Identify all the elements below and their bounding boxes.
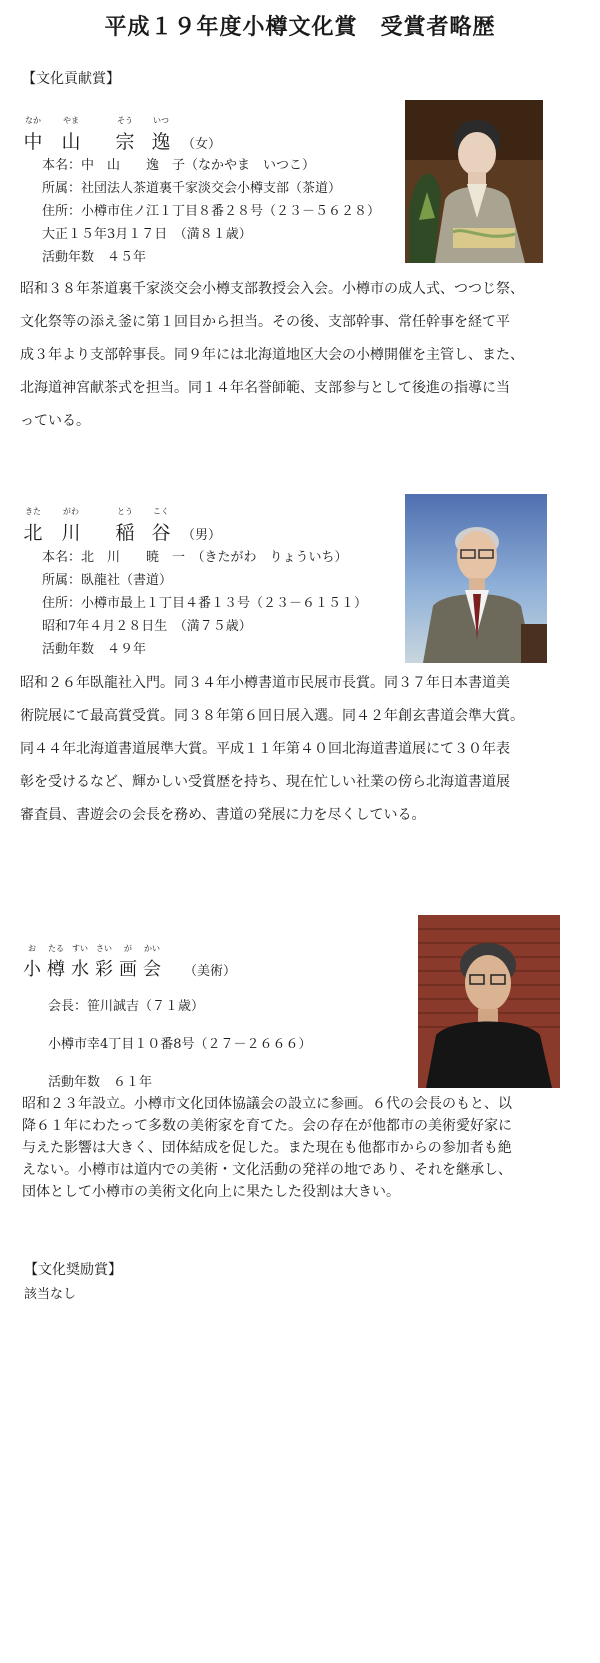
page-title: 平成１９年度小樽文化賞 受賞者略歴 [104,14,496,40]
category-label: （美術） [184,964,237,979]
ruby: お [28,944,36,953]
bio-line: っている。 [20,413,90,429]
ruby: いつ [153,116,169,125]
info-line: 本名：中 山 逸 子（なかやま いつこ） [42,158,316,173]
person1-name [20,116,222,154]
ruby: きた [25,507,41,516]
name-char: 水 [71,959,89,980]
name-char: 会 [143,959,161,980]
name-char: 樽 [47,959,65,980]
person2-photo [405,494,547,663]
name-char: 画 [119,959,137,980]
info-line: 会長：笹川誠吉（７１歳） [48,999,205,1014]
name-char: 彩 [95,959,113,980]
name-char: 北 [23,522,43,544]
person2-name [20,507,222,545]
person2-info [42,546,367,661]
ruby: とう [117,507,133,516]
bio-line: 北海道神宮献茶式を担当。同１４年名誉師範、支部参与として後進の指導に当 [20,380,510,396]
name-char: 川 [61,522,81,544]
ruby: がわ [63,507,79,516]
name-char: 宗 [115,131,135,153]
ruby: さい [96,944,112,953]
name-char: 中 [23,131,43,153]
info-line: 住所：小樽市最上１丁目４番１３号（２３－６１５１） [42,596,368,611]
ruby: そう [117,116,133,125]
bio-line: 降６１年にわたって多数の美術家を育てた。会の存在が他都市の美術愛好家に [22,1118,512,1134]
info-line: 本名：北 川 暁 一 （きたがわ りょういち） [42,550,348,565]
person2-bio [20,667,524,832]
bio-line: 彰を受けるなど、輝かしい受賞歴を持ち、現在忙しい社業の傍ら北海道書道展 [20,774,510,790]
name-char: 小 [23,959,41,980]
bio-line: 審査員、書遊会の会長を務め、書道の発展に力を尽くしている。 [20,807,426,823]
info-line: 所属：社団法人茶道裏千家淡交会小樽支部（茶道） [42,181,342,196]
info-line: 所属：臥龍社（書道） [42,573,173,588]
ruby: すい [72,944,88,953]
gender-label: （男） [182,528,222,543]
ruby: やま [63,116,79,125]
bio-line: 昭和２３年設立。小樽市文化団体協議会の設立に参画。６代の会長のもと、以 [22,1096,512,1112]
ruby: が [124,944,132,953]
gender-label: （女） [182,137,222,152]
group-info [48,988,312,1102]
info-line: 活動年数 ４９年 [42,642,147,657]
ruby: かい [144,944,160,953]
bio-line: 成３年より支部幹事長。同９年には北海道地区大会の小樽開催を主管し、また、 [20,347,524,363]
name-char: 逸 [151,131,171,153]
bio-line: 昭和３８年茶道裏千家淡交会小樽支部教授会入会。小樽市の成人式、つつじ祭、 [20,281,524,297]
encouragement-none-text: 該当なし [24,1287,77,1302]
ruby: なか [25,116,41,125]
info-line: 大正１５年3月１７日 （満８１歳） [42,227,252,242]
section-heading-encouragement: 【文化奨励賞】 [24,1262,122,1278]
bio-line: 与えた影響は大きく、団体結成を促した。また現在も他都市からの参加者も絶 [22,1140,512,1156]
info-line: 活動年数 ６１年 [48,1075,153,1090]
bio-line: 文化祭等の添え釜に第１回目から担当。その後、支部幹事、常任幹事を経て平 [20,314,510,330]
ruby: こく [153,507,169,516]
name-char: 山 [61,131,81,153]
group-name [22,944,237,981]
name-char: 稲 [115,522,135,544]
person1-photo [405,100,543,263]
bio-line: えない。小樽市は道内での美術・文化活動の発祥の地であり、それを継承し、 [22,1162,512,1178]
bio-line: 昭和２６年臥龍社入門。同３４年小樽書道市民展市長賞。同３７年日本書道美 [20,675,510,691]
person1-info [42,154,380,269]
bio-line: 術院展にて最高賞受賞。同３８年第６回日展入選。同４２年創玄書道会準大賞。 [20,708,524,724]
bio-line: 同４４年北海道書道展準大賞。平成１１年第４０回北海道書道展にて３０年表 [20,741,510,757]
person1-bio [20,273,524,438]
info-line: 住所：小樽市住ノ江１丁目８番２８号（２３－５６２８） [42,204,381,219]
group-bio [22,1093,512,1203]
info-line: 小樽市幸4丁目１０番8号（２７－２６６６） [48,1037,312,1052]
section-heading-contribution: 【文化貢献賞】 [22,71,120,87]
info-line: 昭和7年４月２８日生 （満７５歳） [42,619,252,634]
info-line: 活動年数 ４５年 [42,250,147,265]
name-char: 谷 [151,522,171,544]
bio-line: 団体として小樽市の美術文化向上に果たした役割は大きい。 [22,1184,400,1200]
group-photo [418,915,560,1088]
ruby: たる [48,944,64,953]
